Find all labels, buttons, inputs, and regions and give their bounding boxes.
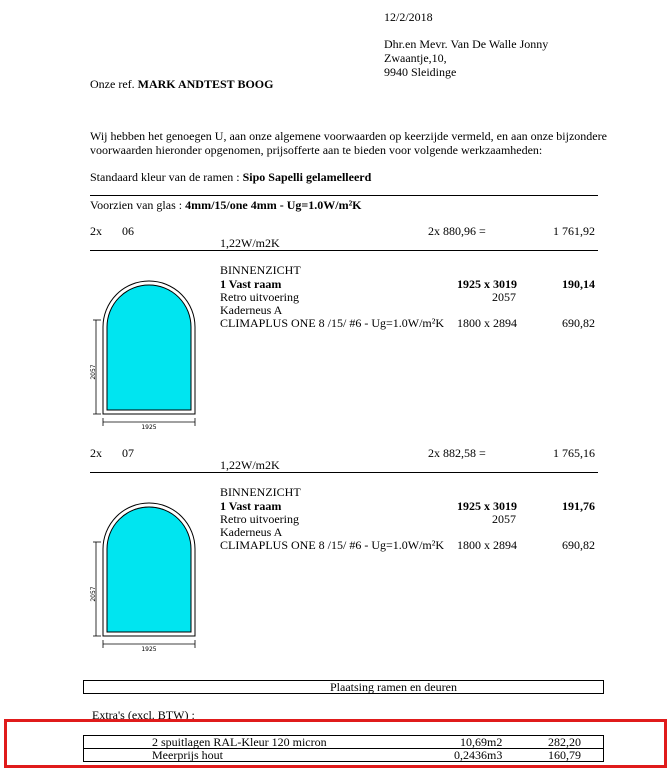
position-type: 1 Vast raam [220,277,282,291]
position-number: 06 [122,224,134,238]
position-glass: CLIMAPLUS ONE 8 /15/ #6 - Ug=1.0W/m²K [220,538,445,552]
position-dims: 1925 x 3019 [457,277,517,291]
placement-box [83,680,604,694]
position-total: 1 765,16 [553,446,595,460]
position-unit-price: 2x 882,58 = [428,446,486,460]
position-price: 191,76 [562,499,595,513]
reference-value: MARK ANDTEST BOOG [137,77,274,91]
height-dimension: 2057 [90,364,97,380]
reference-label: Onze ref. [90,77,135,91]
position-glass: CLIMAPLUS ONE 8 /15/ #6 - Ug=1.0W/m²K [220,316,445,330]
position-number: 07 [122,446,134,460]
glass-label: Voorzien van glas : [90,198,186,212]
glass-pane [107,285,191,410]
extras-price: 282,20 [548,735,581,749]
position-glass-price: 690,82 [562,538,595,552]
position-glass-price: 690,82 [562,316,595,330]
extras-qty: 10,69m2 [460,735,503,749]
position-finish-value: 2057 [492,512,516,526]
extras-qty: 0,2436m3 [454,748,503,762]
height-dimension: 2057 [90,586,97,602]
glass-pane [107,507,191,632]
intro-line-2: voorwaarden hieronder opgenomen, prijsofferte aan te bieden voor volgende werkzaamheden: [90,143,543,157]
position-view: BINNENZICHT [220,485,301,499]
position-profile: Kaderneus A [220,525,283,539]
position-qty: 2x [90,224,102,238]
frame-color-label: Standaard kleur van de ramen : [90,170,243,184]
position-divider [90,472,598,473]
glass-line [90,198,362,213]
position-dims: 1925 x 3019 [457,499,517,513]
position-qty: 2x [90,446,102,460]
placement-label: Plaatsing ramen en deuren [330,680,457,694]
position-unit-price: 2x 880,96 = [428,224,486,238]
position-u-value: 1,22W/m2K [220,236,280,250]
position-divider [90,250,598,251]
position-price: 190,14 [562,277,595,291]
position-profile: Kaderneus A [220,303,283,317]
glass-value: 4mm/15/one 4mm - Ug=1.0W/m²K [185,198,362,212]
frame-color-value: Sipo Sapelli gelamelleerd [242,170,372,184]
recipient-city: 9940 Sleidinge [384,65,457,79]
window-drawing [85,494,200,654]
extras-price: 160,79 [548,748,581,762]
position-u-value: 1,22W/m2K [220,458,280,472]
extras-desc: 2 spuitlagen RAL-Kleur 120 micron [152,735,327,749]
position-view: BINNENZICHT [220,263,301,277]
divider [90,195,598,196]
width-dimension: 1925 [141,646,157,653]
intro-line-1: Wij hebben het genoegen U, aan onze algemene voorwaarden op keerzijde vermeld, en aan onze bijzondere [90,129,607,143]
window-drawing [85,272,200,432]
highlight-box [4,719,667,768]
position-finish: Retro uitvoering [220,512,299,526]
extras-desc: Meerprijs hout [152,748,223,762]
position-finish: Retro uitvoering [220,290,299,304]
position-finish-value: 2057 [492,290,516,304]
position-total: 1 761,92 [553,224,595,238]
frame-color-line [90,170,371,185]
recipient-name: Dhr.en Mevr. Van De Walle Jonny [384,37,549,51]
width-dimension: 1925 [141,424,157,431]
position-glass-dims: 1800 x 2894 [457,316,517,330]
position-glass-dims: 1800 x 2894 [457,538,517,552]
recipient-street: Zwaantje,10, [384,51,447,65]
quote-date: 12/2/2018 [384,10,433,24]
reference-line [90,77,273,92]
position-type: 1 Vast raam [220,499,282,513]
extras-title: Extra's (excl. BTW) : [92,708,195,722]
